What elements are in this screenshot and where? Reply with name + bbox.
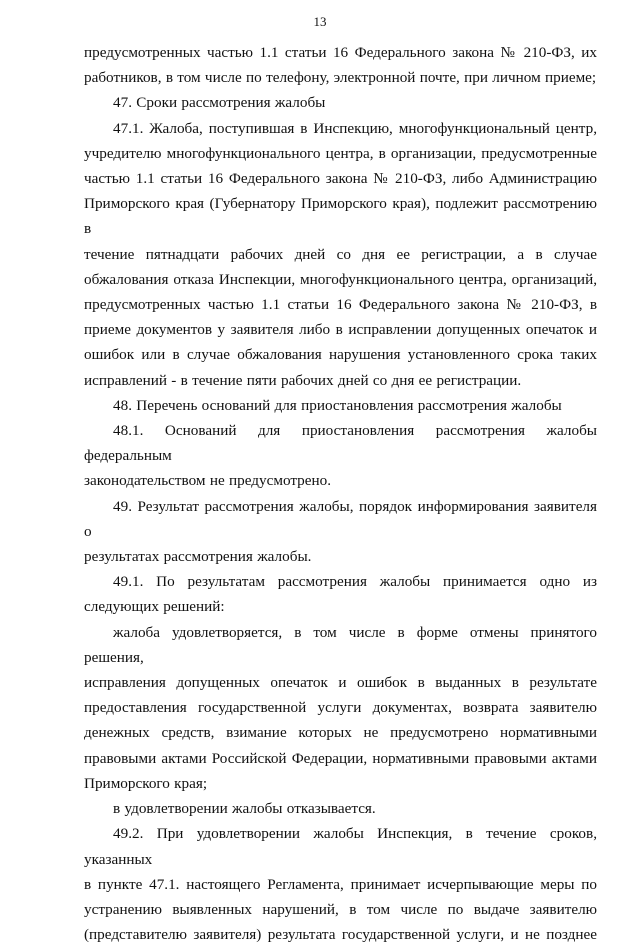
paragraph-0-line-1: работников, в том числе по телефону, электронной почте, при личном приеме; <box>84 69 597 87</box>
paragraph-4-line-0: 48.1. Оснований для приостановления рассмотрения жалобы федеральным <box>84 422 597 465</box>
paragraph-9-line-0: 49.2. При удовлетворении жалобы Инспекция, в течение сроков, указанных <box>84 825 597 868</box>
paragraph-2-line-0: 47.1. Жалоба, поступившая в Инспекцию, многофункциональный центр, <box>113 119 597 137</box>
paragraph-2-line-6: предусмотренных частью 1.1 статьи 16 Федерального закона № 210-ФЗ, в <box>84 296 597 314</box>
paragraph-5-line-0: 49. Результат рассмотрения жалобы, порядок информирования заявителя о <box>84 497 597 540</box>
paragraph-7-line-0: жалоба удовлетворяется, в том числе в форме отмены принятого решения, <box>84 623 597 666</box>
document-body <box>84 40 597 947</box>
paragraph-3-line-0: 48. Перечень оснований для приостановления рассмотрения жалобы <box>113 396 562 414</box>
paragraph-7-line-1: исправления допущенных опечаток и ошибок в выданных в результате <box>84 674 597 692</box>
paragraph-7-line-5: Приморского края; <box>84 774 208 792</box>
paragraph-0-line-0: предусмотренных частью 1.1 статьи 16 Федерального закона № 210-ФЗ, их <box>84 44 597 61</box>
paragraph-6-line-0: 49.1. По результатам рассмотрения жалобы принимается одно из <box>113 573 597 591</box>
paragraph-2-line-7: приеме документов у заявителя либо в исправлении допущенных опечаток и <box>84 321 597 339</box>
paragraph-2-line-2: частью 1.1 статьи 16 Федерального закона № 210-ФЗ, либо Администрацию <box>84 170 597 188</box>
paragraph-9-line-2: устранению выявленных нарушений, в том числе по выдаче заявителю <box>84 900 597 918</box>
paragraph-9-line-3: (представителю заявителя) результата государственной услуги, и не позднее <box>84 926 597 944</box>
paragraph-5-line-1: результатах рассмотрения жалобы. <box>84 548 312 566</box>
paragraph-8-line-0: в удовлетворении жалобы отказывается. <box>113 800 376 818</box>
page-number: 13 <box>313 14 327 29</box>
paragraph-2-line-4: течение пятнадцати рабочих дней со дня ее регистрации, а в случае <box>84 245 597 263</box>
paragraph-7-line-3: денежных средств, взимание которых не предусмотрено нормативными <box>84 724 597 742</box>
paragraph-2-line-9: исправлений - в течение пяти рабочих дней со дня ее регистрации. <box>84 371 522 389</box>
paragraph-2-line-8: ошибок или в случае обжалования нарушения установленного срока таких <box>84 346 597 364</box>
paragraph-7-line-4: правовыми актами Российской Федерации, нормативными правовыми актами <box>84 749 597 767</box>
paragraph-2-line-1: учредителю многофункционального центра, в организации, предусмотренные <box>84 144 597 162</box>
paragraph-7-line-2: предоставления государственной услуги документах, возврата заявителю <box>84 699 597 717</box>
paragraph-6-line-1: следующих решений: <box>84 598 225 616</box>
paragraph-4-line-1: законодательством не предусмотрено. <box>84 472 332 490</box>
paragraph-2-line-3: Приморского края (Губернатору Приморского края), подлежит рассмотрению в <box>84 195 597 238</box>
paragraph-1-line-0: 47. Сроки рассмотрения жалобы <box>113 94 326 112</box>
paragraph-2-line-5: обжалования отказа Инспекции, многофункционального центра, организаций, <box>84 270 597 288</box>
paragraph-9-line-1: в пункте 47.1. настоящего Регламента, принимает исчерпывающие меры по <box>84 875 597 893</box>
